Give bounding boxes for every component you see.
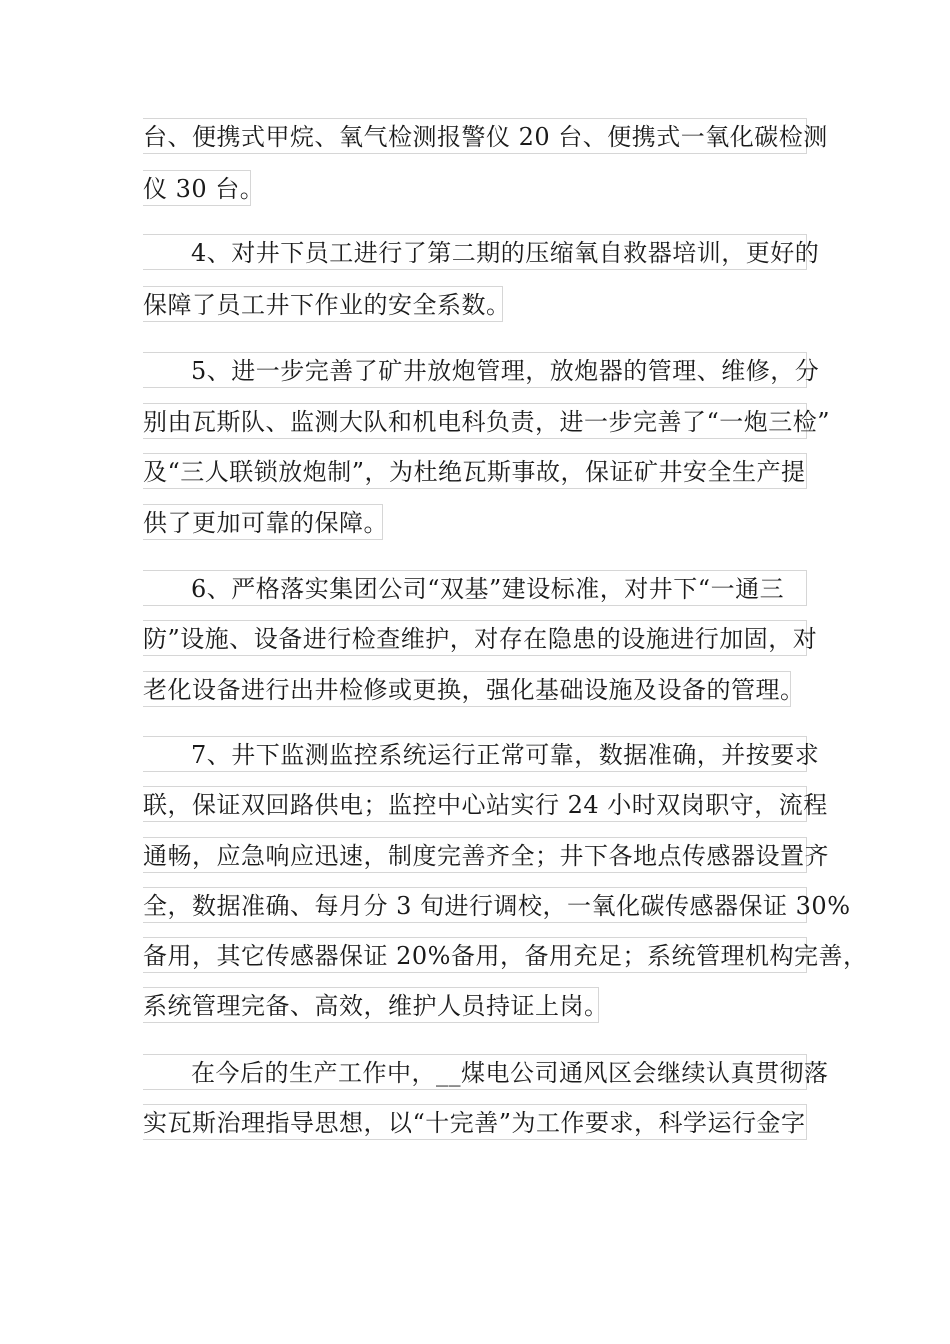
text-line: 老化设备进行出井检修或更换，强化基础设施及设备的管理。 — [143, 671, 791, 707]
text-line: 台、便携式甲烷、氧气检测报警仪 20 台、便携式一氧化碳检测 — [143, 118, 807, 154]
text-line: 仪 30 台。 — [143, 170, 251, 206]
closing-paragraph-line: 在今后的生产工作中，__煤电公司通风区会继续认真贯彻落 — [143, 1054, 807, 1090]
text-line: 备用，其它传感器保证 20%备用，备用充足；系统管理机构完善， — [143, 937, 807, 973]
paragraph-4-line: 4、对井下员工进行了第二期的压缩氧自救器培训，更好的 — [143, 234, 807, 270]
text-line: 实瓦斯治理指导思想，以“十完善”为工作要求，科学运行金字 — [143, 1104, 807, 1140]
text-line: 联，保证双回路供电；监控中心站实行 24 小时双岗职守，流程 — [143, 786, 807, 822]
paragraph-5-line: 5、进一步完善了矿井放炮管理，放炮器的管理、维修，分 — [143, 352, 807, 388]
text-line: 系统管理完备、高效，维护人员持证上岗。 — [143, 987, 599, 1023]
text-line: 防”设施、设备进行检查维护，对存在隐患的设施进行加固，对 — [143, 620, 807, 656]
paragraph-6-line: 6、严格落实集团公司“双基”建设标准，对井下“一通三 — [143, 570, 807, 606]
text-line: 及“三人联锁放炮制”，为杜绝瓦斯事故，保证矿井安全生产提 — [143, 453, 807, 489]
text-line: 保障了员工井下作业的安全系数。 — [143, 286, 503, 322]
text-line: 别由瓦斯队、监测大队和机电科负责，进一步完善了“一炮三检” — [143, 403, 807, 439]
text-line: 全，数据准确、每月分 3 旬进行调校，一氧化碳传感器保证 30% — [143, 887, 807, 923]
text-line: 供了更加可靠的保障。 — [143, 504, 383, 540]
paragraph-7-line: 7、井下监测监控系统运行正常可靠，数据准确，并按要求 — [143, 736, 807, 772]
text-line: 通畅，应急响应迅速，制度完善齐全；井下各地点传感器设置齐 — [143, 837, 807, 873]
